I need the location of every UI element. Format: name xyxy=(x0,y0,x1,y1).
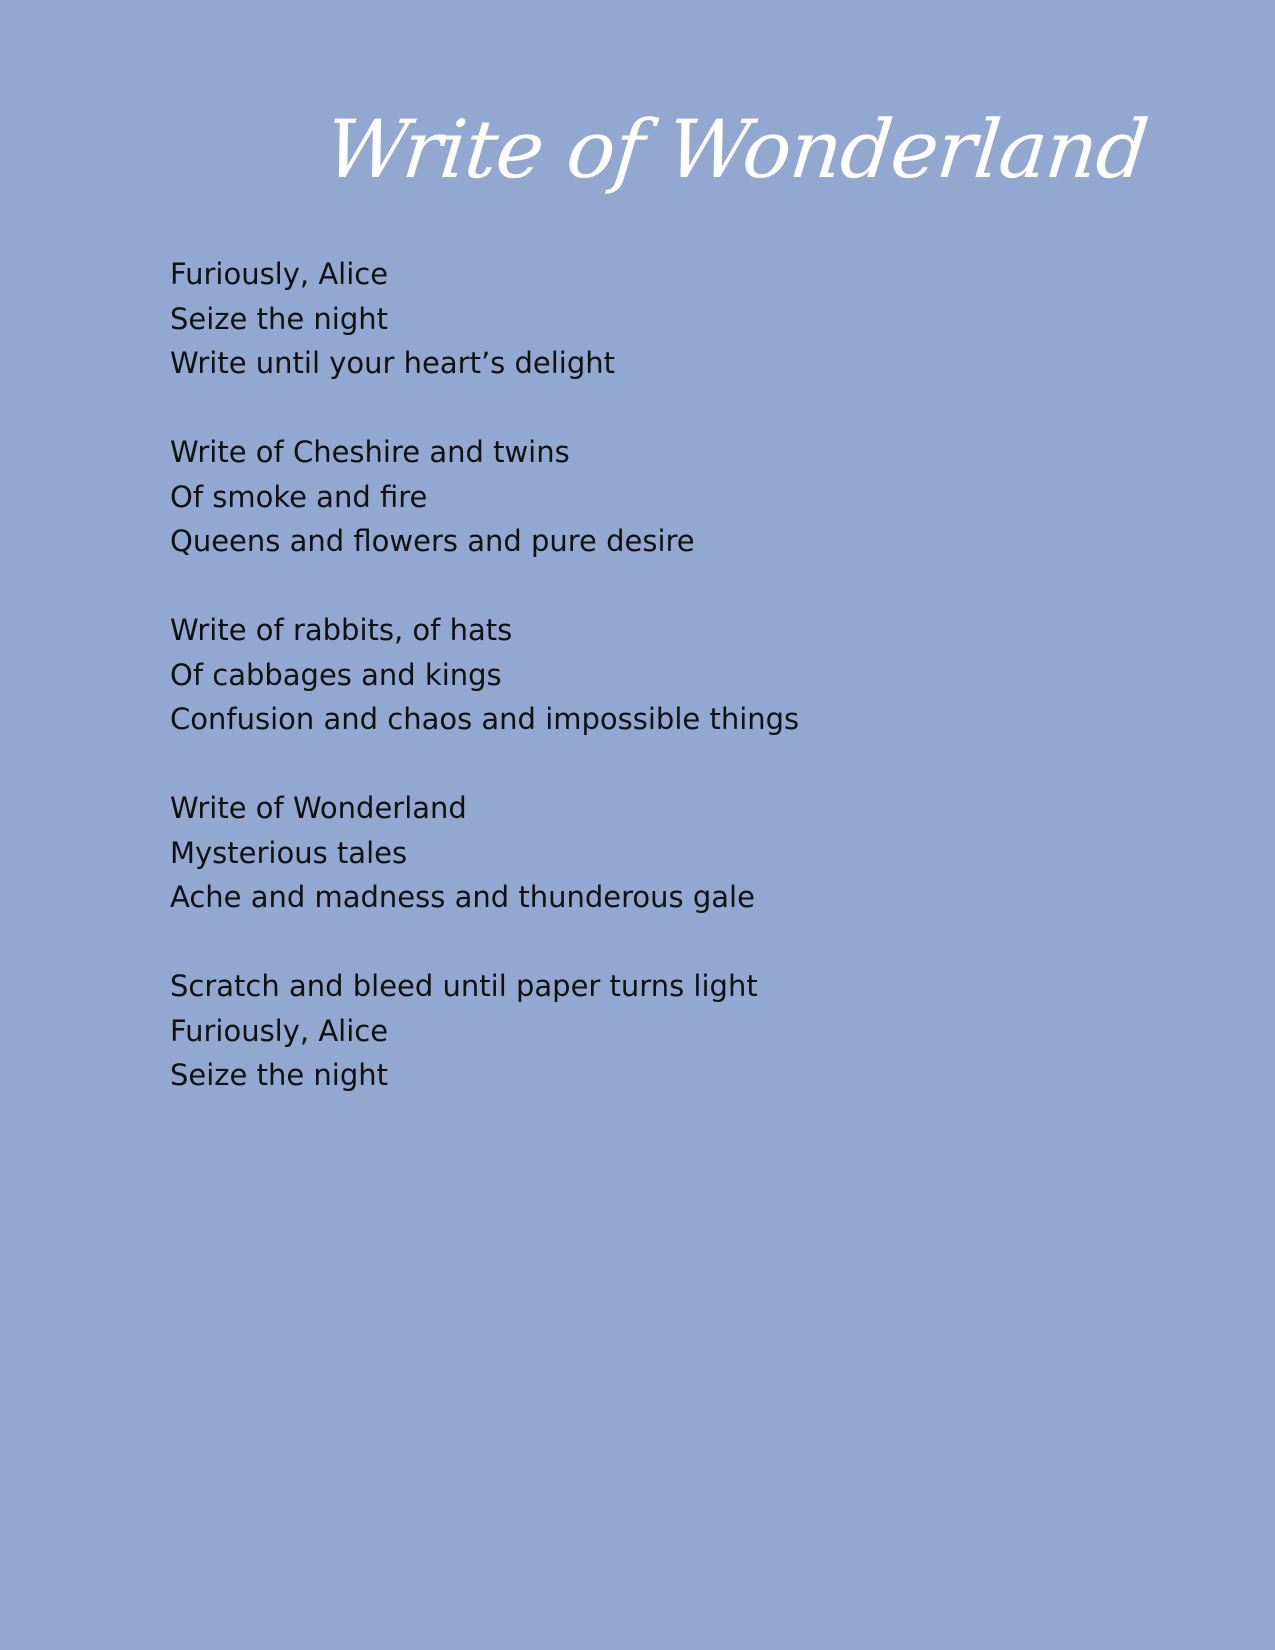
poem-line: Write until your heart’s delight xyxy=(170,346,616,380)
poem-line: Seize the night xyxy=(170,301,388,336)
poem-line: Write of Wonderland xyxy=(170,791,467,825)
poem-line: Of smoke and fire xyxy=(170,479,428,514)
poem-line: Confusion and chaos and impossible things xyxy=(170,702,800,736)
poem-title: Write of Wonderland xyxy=(321,103,1152,196)
poem-body xyxy=(170,252,799,1142)
poem-line: Queens and flowers and pure desire xyxy=(170,524,695,558)
poem-line: Ache and madness and thunderous gale xyxy=(170,880,755,914)
poem-line: Write of rabbits, of hats xyxy=(170,613,513,647)
stanza xyxy=(170,786,799,920)
poem-line: Of cabbages and kings xyxy=(170,657,502,692)
stanza xyxy=(170,252,799,386)
stanza xyxy=(170,964,799,1098)
poem-line: Scratch and bleed until paper turns light xyxy=(170,969,758,1003)
poem-line: Furiously, Alice xyxy=(170,1013,389,1048)
poem-line: Furiously, Alice xyxy=(170,257,389,291)
poem-line: Mysterious tales xyxy=(170,835,408,870)
stanza xyxy=(170,430,799,564)
poem-line: Write of Cheshire and twins xyxy=(170,435,570,469)
stanza xyxy=(170,608,799,742)
poem-line: Seize the night xyxy=(170,1058,388,1092)
